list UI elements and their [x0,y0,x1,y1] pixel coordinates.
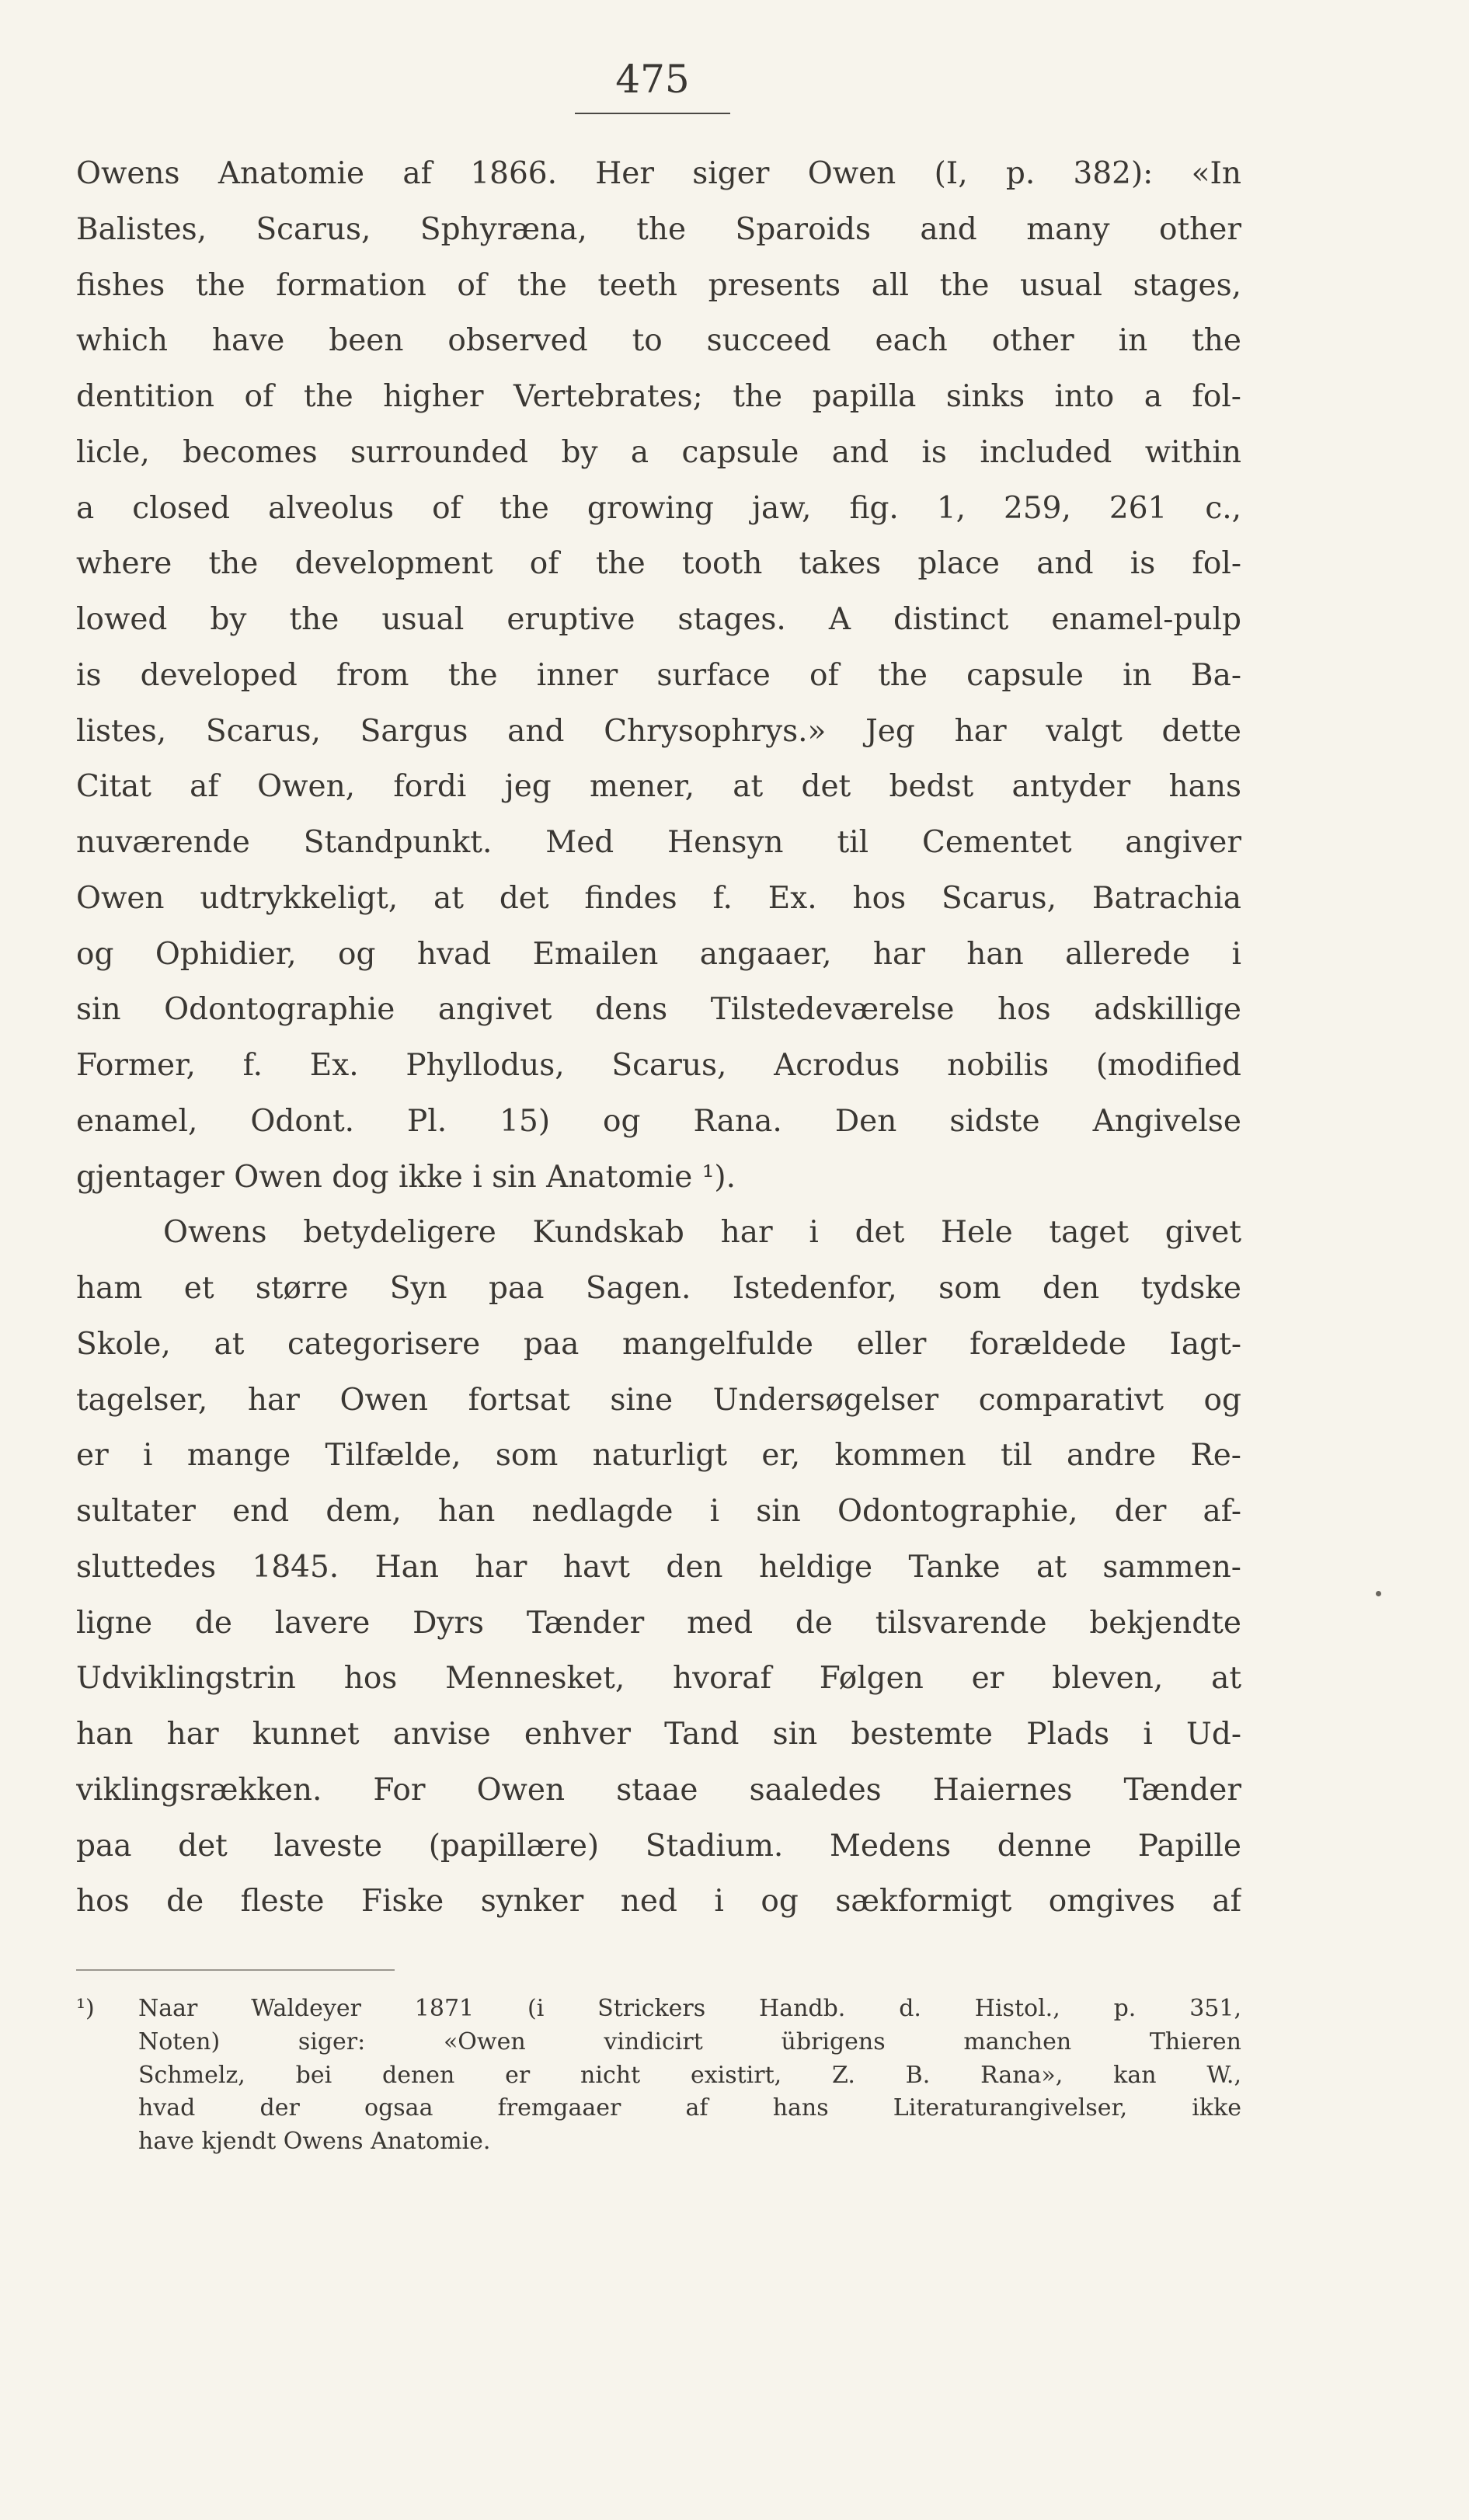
main-text [76,146,1241,1930]
text-line: nuværende Standpunkt. Med Hensyn til Cementet angiver [76,825,1241,860]
text-line: is developed from the inner surface of the capsule in Ba- [76,657,1241,693]
footnote-line: Noten) siger: «Owen vindicirt übrigens manchen Thieren [138,2027,1241,2055]
text-line: Owens Anatomie af 1866. Her siger Owen (I, p. 382): «In [76,156,1241,191]
text-line: er i mange Tilfælde, som naturligt er, kommen til andre Re- [76,1438,1241,1474]
text-line: sultater end dem, han nedlagde i sin Odontographie, der af- [76,1494,1241,1529]
paper-speck [1376,1591,1381,1596]
text-line: enamel, Odont. Pl. 15) og Rana. Den sidste Angivelse [76,1103,1241,1139]
text-line: where the development of the tooth takes place and is fol- [76,546,1241,582]
footnote-marker: ¹) [76,1995,95,2022]
text-line: sluttedes 1845. Han har havt den heldige Tanke at sammen- [76,1549,1241,1585]
text-line: lowed by the usual eruptive stages. A distinct enamel-pulp [76,602,1241,637]
text-line: which have been observed to succeed each other in the [76,323,1241,359]
text-line: hos de fleste Fiske synker ned i og sækformigt omgives af [76,1884,1241,1920]
text-line: paa det laveste (papillære) Stadium. Medens denne Papille [76,1828,1241,1864]
text-line: Owens betydeligere Kundskab har i det Hele taget givet [163,1215,1241,1251]
text-line: licle, becomes surrounded by a capsule and is included within [76,434,1241,470]
footnote-line: have kjendt Owens Anatomie. [138,2128,491,2156]
text-line: fishes the formation of the teeth presents all the usual stages, [76,267,1241,303]
footnote [76,1993,1241,2159]
text-line: tagelser, har Owen fortsat sine Undersøgelser comparativt og [76,1382,1241,1418]
text-line: Balistes, Scarus, Sphyræna, the Sparoids and many other [76,211,1241,247]
footnote-line-text: Naar Waldeyer 1871 (i Strickers Handb. d. Histol., p. 351, [138,1995,1241,2022]
page-number: 475 [615,57,690,102]
footnote-line [76,1993,1241,2026]
text-line: a closed alveolus of the growing jaw, fig. 1, 259, 261 c., [76,490,1241,526]
text-line: listes, Scarus, Sargus and Chrysophrys.» Jeg har valgt dette [76,713,1241,749]
text-line: gjentager Owen dog ikke i sin Anatomie ¹). [76,1159,736,1195]
text-line: viklingsrækken. For Owen staae saaledes Haiernes Tænder [76,1772,1241,1808]
text-line: sin Odontographie angivet dens Tilstedeværelse hos adskillige [76,992,1241,1028]
footnote-line: hvad der ogsaa fremgaaer af hans Literaturangivelser, ikke [138,2094,1241,2122]
text-line: Owen udtrykkeligt, at det findes f. Ex. hos Scarus, Batrachia [76,880,1241,916]
text-line: dentition of the higher Vertebrates; the papilla sinks into a fol- [76,379,1241,414]
text-line: Former, f. Ex. Phyllodus, Scarus, Acrodus nobilis (modified [76,1048,1241,1083]
text-line: han har kunnet anvise enhver Tand sin bestemte Plads i Ud- [76,1717,1241,1752]
text-line: Skole, at categorisere paa mangelfulde eller forældede Iagt- [76,1326,1241,1362]
text-line: ligne de lavere Dyrs Tænder med de tilsvarende bekjendte [76,1605,1241,1641]
text-line: ham et større Syn paa Sagen. Istedenfor, som den tydske [76,1271,1241,1306]
text-line: Udviklingstrin hos Mennesket, hvoraf Følgen er bleven, at [76,1661,1241,1697]
footnote-separator [76,1969,395,1971]
page-number-underline [575,113,730,114]
text-line: og Ophidier, og hvad Emailen angaaer, har han allerede i [76,936,1241,972]
footnote-line: Schmelz, bei denen er nicht existirt, Z. B. Rana», kan W., [138,2061,1241,2089]
text-line: Citat af Owen, fordi jeg mener, at det bedst antyder hans [76,769,1241,805]
